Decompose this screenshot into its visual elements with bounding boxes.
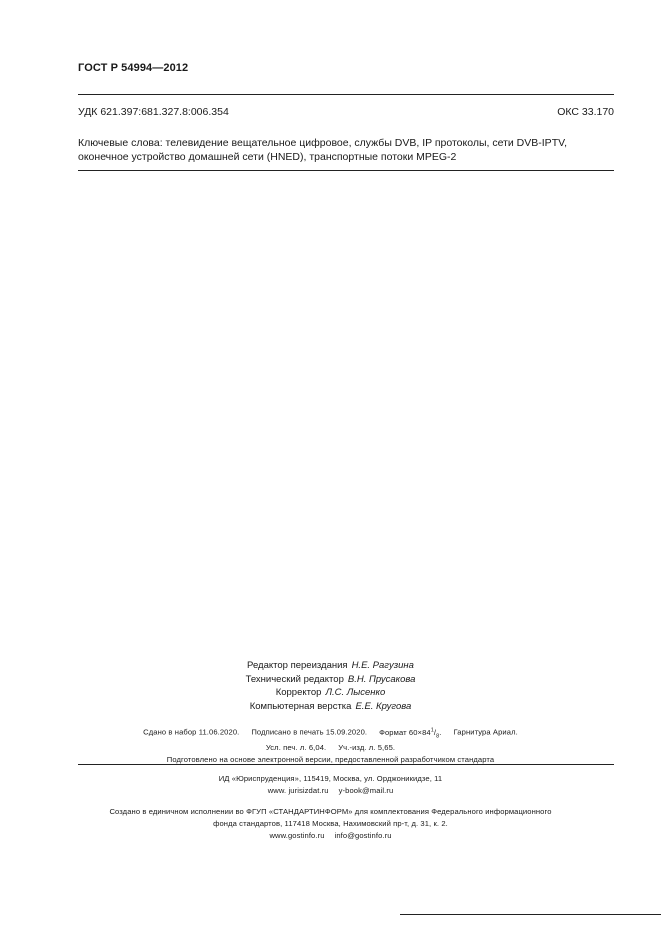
publisher-contacts (0, 785, 661, 797)
credits-block (0, 659, 661, 713)
credit-line (0, 659, 661, 673)
creator-site-link[interactable]: www.gostinfo.ru (269, 831, 325, 840)
publisher-email-link[interactable]: y-book@mail.ru (338, 786, 394, 795)
publisher-divider (78, 764, 614, 765)
top-divider (78, 94, 614, 95)
credit-line (0, 686, 661, 700)
credit-name: Е.Е. Кругова (355, 700, 412, 712)
publishing-sheets: Уч.-изд. л. 5,65. (338, 743, 396, 753)
credit-name: Л.С. Лысенко (325, 687, 386, 698)
creator-line-2: фонда стандартов, 117418 Москва, Нахимовский пр-т, д. 31, к. 2. (213, 819, 448, 828)
typeface: Гарнитура Ариал. (453, 727, 518, 737)
creator-line-1: Создано в единичном исполнении во ФГУП «СТАНДАРТИНФОРМ» для комплектования Федерального информационного (109, 807, 552, 816)
print-sheets: Усл. печ. л. 6,04. (265, 743, 327, 753)
signed-date: Подписано в печать 15.09.2020. (251, 727, 368, 737)
credit-role: Компьютерная верстка (249, 700, 352, 712)
udc-code: УДК 621.397:681.327.8:006.354 (78, 106, 229, 118)
print-info-line-1 (0, 724, 661, 742)
creator-email-link[interactable]: info@gostinfo.ru (334, 831, 392, 840)
document-code: ГОСТ Р 54994—2012 (78, 62, 189, 74)
print-info (0, 724, 661, 766)
credit-line (0, 700, 661, 714)
paper-format: Формат $60\times 84^1/_8$. (379, 727, 442, 740)
keywords-line-1: Ключевые слова: телевидение вещательное цифровое, службы DVB, IP протоколы, сети DVB-IPTV, (78, 137, 568, 149)
publisher-address: ИД «Юриспруденция», 115419, Москва, ул. Орджоникидзе, 11 (218, 774, 443, 783)
print-info-line-2 (0, 742, 661, 754)
credit-name: Н.Е. Рагузина (351, 660, 414, 671)
creator-block (0, 806, 661, 842)
oks-code: ОКС 33.170 (557, 106, 614, 118)
bottom-short-rule (400, 914, 661, 915)
publisher-site-link[interactable]: www. jurisizdat.ru (267, 786, 329, 795)
creator-contacts (0, 830, 661, 842)
credit-role: Редактор переиздания (247, 660, 348, 671)
keywords-line-2: оконечное устройство домашней сети (HNED), транспортные потоки MPEG-2 (78, 151, 457, 163)
credit-line (0, 673, 661, 687)
credit-role: Технический редактор (245, 673, 344, 685)
keywords-block (78, 136, 616, 164)
keywords-divider (78, 170, 614, 171)
credit-role: Корректор (275, 687, 322, 698)
credit-name: В.Н. Прусакова (347, 673, 416, 685)
publisher-block (0, 773, 661, 797)
submitted-date: Сдано в набор 11.06.2020. (143, 727, 240, 737)
prepared-note: Подготовлено на основе электронной версии, предоставленной разработчиком стандарта (166, 755, 495, 765)
